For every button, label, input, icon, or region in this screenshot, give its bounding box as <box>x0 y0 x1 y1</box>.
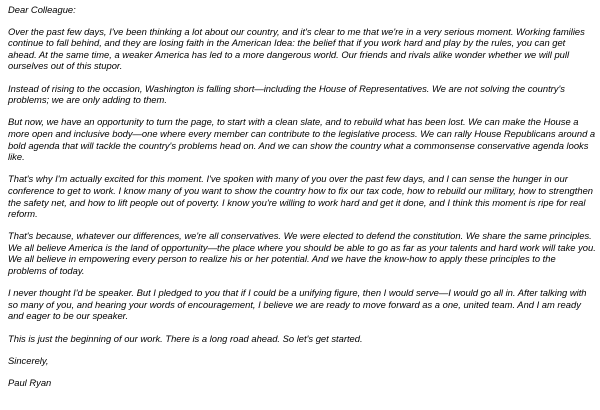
salutation: Dear Colleague: <box>8 4 76 15</box>
paragraph-1: Over the past few days, I've been thinking a lot about our country, and it's clear to me that we're in a very serious moment. Working families continue to fall behind, and they are losing faith in the American Idea: the belief that if you work hard and play by the rules, you can get ahead. At the same time, a weaker America has led to a more dangerous world. Our friends and rivals alike wonder whether we will pull ourselves out of this stupor. <box>8 25 585 72</box>
letter-body <box>8 4 596 389</box>
paragraph-4: That's why I'm actually excited for this moment. I've spoken with many of you over the past few days, and I can sense the hunger in our conference to get to work. I know many of you want to show the country how to fix our tax code, how to rebuild our military, how to strengthen the safety net, and how to lift people out of poverty. I know you're willing to work hard and get it done, and I think this moment is ripe for real reform. <box>8 173 594 220</box>
paragraph-2: Instead of rising to the occasion, Washington is falling short—including the House of Representatives. We are not solving the country's problems; we are only adding to them. <box>8 82 565 106</box>
signature: Paul Ryan <box>8 377 52 388</box>
closing: Sincerely, <box>8 354 49 366</box>
paragraph-3: But now, we have an opportunity to turn the page, to start with a clean slate, and to rebuild what has been lost. We can make the House a more open and inclusive body—one where every member can contribute to the legislative process. We can rally House Republicans around a bold agenda that will tackle the country's problems head on. And we can show the country what a commonsense conservative agenda looks like. <box>8 116 596 163</box>
paragraph-7: This is just the beginning of our work. There is a long road ahead. So let's get started. <box>8 332 363 344</box>
paragraph-5: That's because, whatever our differences, we're all conservatives. We were elected to defend the constitution. We share the same principles. We all believe America is the land of opportunity—the place where you should be able to go as far as your talents and hard work will take you. We all believe in empowering every person to realize his or her potential. And we have the know-how to apply these principles to the problems of today. <box>8 230 596 277</box>
paragraph-6: I never thought I'd be speaker. But I pledged to you that if I could be a unifying figure, then I would serve—I would go all in. After talking with so many of you, and hearing your words of encouragement, I believe we are ready to move forward as a one, united team. And I am ready and eager to be our speaker. <box>8 287 587 322</box>
